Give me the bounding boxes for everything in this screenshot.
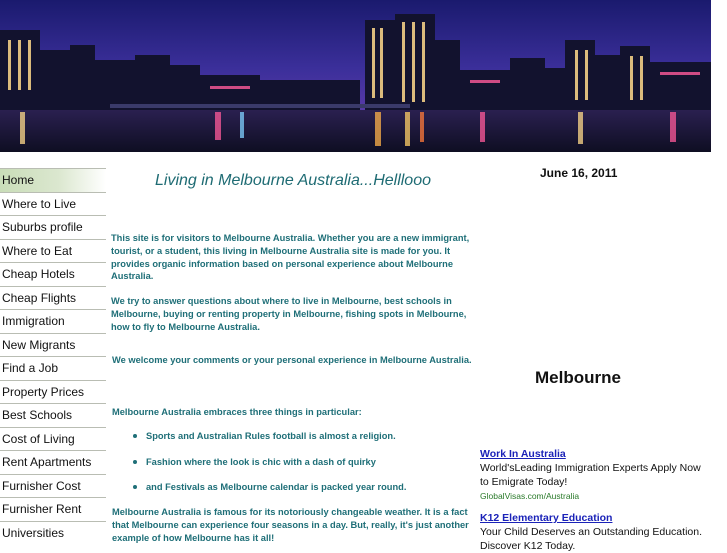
bullet-text: and Festivals as Melbourne calendar is packed year round.	[146, 482, 407, 492]
weather-paragraph: Melbourne Australia is famous for its notoriously changeable weather. It is a fact that Melbourne can experience four seasons in a day. But, really, it's just another example of how Melbourne has it all!	[112, 507, 469, 543]
ad-block	[480, 511, 705, 553]
nav-link-furnisher-rent[interactable]: Furnisher Rent	[0, 497, 106, 521]
nav-link-where-to-live[interactable]: Where to Live	[0, 192, 106, 216]
list-item	[111, 481, 473, 507]
city-heading: Melbourne	[535, 368, 621, 387]
welcome-paragraph: We welcome your comments or your personal experience in Melbourne Australia.	[112, 355, 472, 365]
bullet-text: Sports and Australian Rules football is almost a religion.	[146, 431, 396, 441]
list-item	[111, 430, 473, 456]
current-date: June 16, 2011	[540, 166, 618, 180]
nav-link-where-to-eat[interactable]: Where to Eat	[0, 239, 106, 263]
ad-title-link[interactable]: K12 Elementary Education	[480, 512, 613, 524]
ad-text: Your Child Deserves an Outstanding Education. Discover K12 Today.	[480, 526, 702, 552]
nav-link-new-migrants[interactable]: New Migrants	[0, 333, 106, 357]
main-navigation	[0, 168, 106, 544]
ad-url-link[interactable]: GlobalVisas.com/Australia	[480, 491, 580, 501]
nav-link-suburbs-profile[interactable]: Suburbs profile	[0, 215, 106, 239]
highlights-list	[111, 430, 473, 507]
nav-link-cost-of-living[interactable]: Cost of Living	[0, 427, 106, 451]
nav-link-cheap-flights[interactable]: Cheap Flights	[0, 286, 106, 310]
nav-link-home[interactable]: Home	[0, 168, 106, 192]
nav-link-furnisher-cost[interactable]: Furnisher Cost	[0, 474, 106, 498]
nav-link-universities[interactable]: Universities	[0, 521, 106, 545]
nav-link-find-a-job[interactable]: Find a Job	[0, 356, 106, 380]
ad-block	[480, 447, 705, 503]
header-banner-image	[0, 0, 711, 152]
nav-link-rent-apartments[interactable]: Rent Apartments	[0, 450, 106, 474]
list-item	[111, 456, 473, 482]
ad-title-link[interactable]: Work In Australia	[480, 448, 566, 460]
bullet-text: Fashion where the look is chic with a dash of quirky	[146, 456, 376, 467]
page-title: Living in Melbourne Australia...Helllooo	[155, 172, 431, 189]
ad-text: World'sLeading Immigration Experts Apply Now to Emigrate Today!	[480, 462, 701, 488]
nav-link-immigration[interactable]: Immigration	[0, 309, 106, 333]
intro-paragraph: This site is for visitors to Melbourne Australia. Whether you are a new immigrant, tourist, or a student, this living in Melbourne Australia site is made for you. It provides organic information based on personal experience about Melbourne Australia.	[111, 233, 470, 282]
embraces-paragraph: Melbourne Australia embraces three things in particular:	[112, 407, 362, 417]
nav-link-cheap-hotels[interactable]: Cheap Hotels	[0, 262, 106, 286]
nav-link-best-schools[interactable]: Best Schools	[0, 403, 106, 427]
nav-link-property-prices[interactable]: Property Prices	[0, 380, 106, 404]
topics-paragraph: We try to answer questions about where to live in Melbourne, best schools in Melbourne, buying or renting property in Melbourne, fishing spots in Melbourne, how to fly to Melbourne Australia.	[111, 296, 467, 332]
